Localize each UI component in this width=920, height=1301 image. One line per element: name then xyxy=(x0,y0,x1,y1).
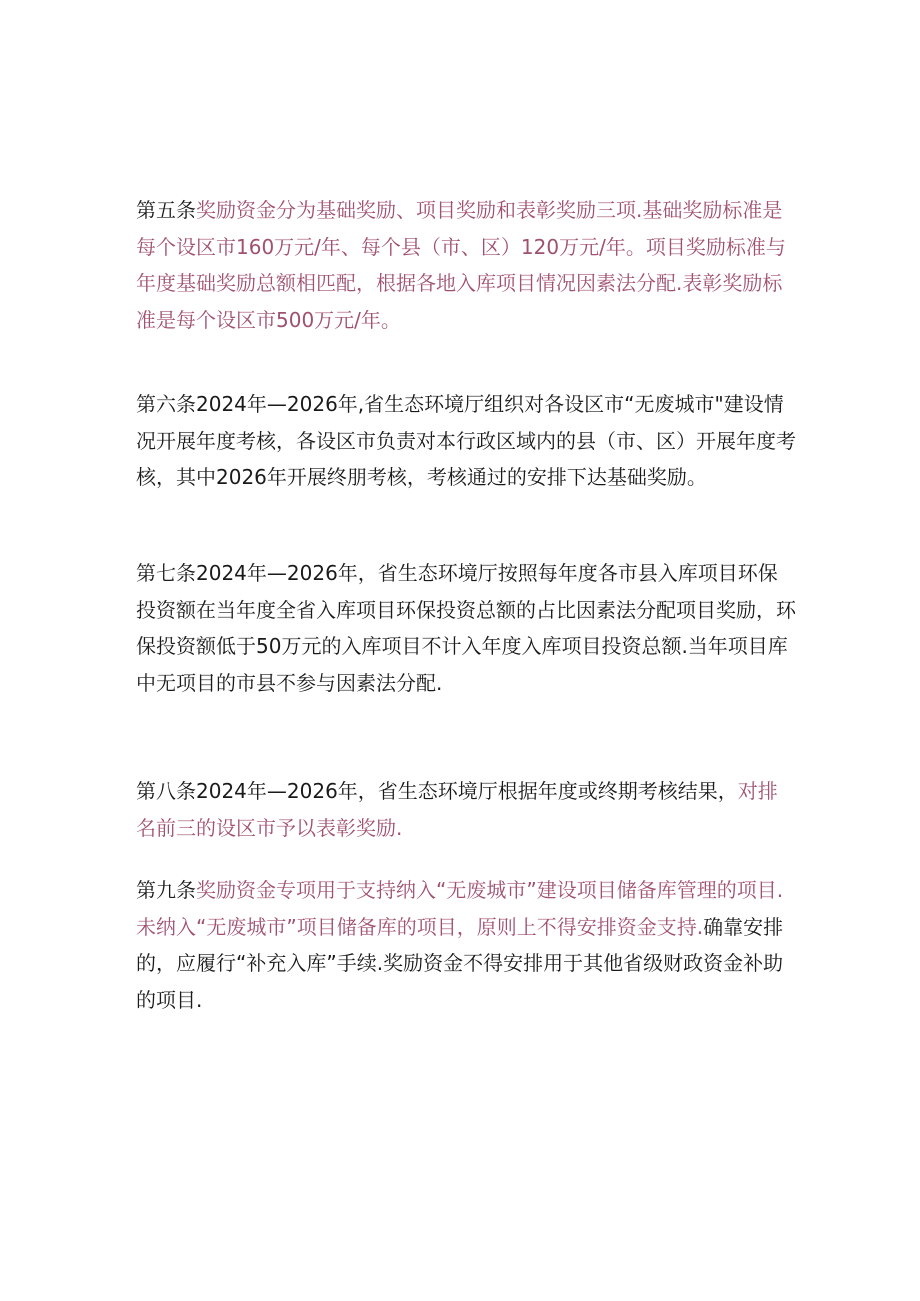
article-7 xyxy=(136,555,796,701)
article-9-highlighted-text: 奖励资金专项用于支持纳入“无废城市”建设项目储备库管理的项目.未纳入“无废城市”项目储备库的项目，原则上不得安排资金支持. xyxy=(136,878,784,939)
article-9 xyxy=(136,872,796,1018)
article-6-text: 第六条2024年—2026年,省生态环境厅组织对各设区市“无废城市"建设情况开展年度考核，各设区市负责对本行政区域内的县（市、区）开展年度考核，其中2026年开展终朋考核，考核通过的安排下达基础奖励。 xyxy=(136,392,796,489)
article-6 xyxy=(136,386,796,496)
article-8-highlighted-text: 对排名前三的设区市予以表彰奖励. xyxy=(136,779,778,840)
article-7-text: 第七条2024年—2026年，省生态环境厅按照每年度各市县入库项目环保投资额在当年度全省入库项目环保投资总额的占比因素法分配项目奖励，环保投资额低于50万元的入库项目不计入年度入库项目投资总额.当年项目库中无项目的市县不参与因素法分配. xyxy=(136,561,796,695)
article-8-text: 第八条2024年—2026年，省生态环境厅根据年度或终期考核结果， xyxy=(136,779,738,803)
article-9-text: 确靠安排的，应履行“补充入库”手续.奖励资金不得安排用于其他省级财政资金补助的项目. xyxy=(136,914,784,1012)
article-5-highlighted-text: 奖励资金分为基础奖励、项目奖励和表彰奖励三项.基础奖励标准是每个设区市160万元/年、每个县（市、区）120万元/年。项目奖励标准与年度基础奖励总额相匹配，根据各地入库项目情况因素法分配.表彰奖励标准是每个设区市500万元/年。 xyxy=(136,198,786,332)
article-8 xyxy=(136,773,796,846)
article-5 xyxy=(136,192,796,338)
article-5-number: 第五条 xyxy=(136,198,196,222)
article-9-number: 第九条 xyxy=(136,878,196,902)
